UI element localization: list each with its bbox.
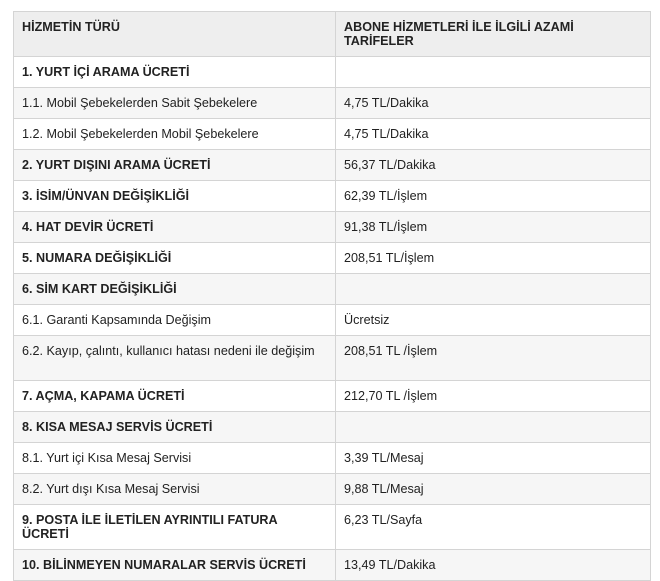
tariff-cell: 4,75 TL/Dakika	[336, 119, 651, 150]
table-row	[14, 505, 651, 550]
table-row	[14, 212, 651, 243]
table-row	[14, 274, 651, 305]
service-cell: 8. KISA MESAJ SERVİS ÜCRETİ	[14, 412, 336, 443]
table-row	[14, 181, 651, 212]
table-row	[14, 57, 651, 88]
tariff-cell	[336, 412, 651, 443]
tariff-cell: 3,39 TL/Mesaj	[336, 443, 651, 474]
table-header	[14, 12, 651, 57]
table-row	[14, 88, 651, 119]
tariff-cell: 208,51 TL /İşlem	[336, 336, 651, 381]
header-service-type: HİZMETİN TÜRÜ	[14, 12, 336, 57]
table-row	[14, 474, 651, 505]
service-cell: 1.1. Mobil Şebekelerden Sabit Şebekelere	[14, 88, 336, 119]
service-cell: 3. İSİM/ÜNVAN DEĞİŞİKLİĞİ	[14, 181, 336, 212]
tariff-cell: 62,39 TL/İşlem	[336, 181, 651, 212]
service-cell: 8.2. Yurt dışı Kısa Mesaj Servisi	[14, 474, 336, 505]
service-cell: 1. YURT İÇİ ARAMA ÜCRETİ	[14, 57, 336, 88]
service-cell: 7. AÇMA, KAPAMA ÜCRETİ	[14, 381, 336, 412]
table-row	[14, 150, 651, 181]
table-row	[14, 336, 651, 381]
service-cell: 10. BİLİNMEYEN NUMARALAR SERVİS ÜCRETİ	[14, 550, 336, 581]
tariff-cell: Ücretsiz	[336, 305, 651, 336]
service-cell: 5. NUMARA DEĞİŞİKLİĞİ	[14, 243, 336, 274]
service-cell: 4. HAT DEVİR ÜCRETİ	[14, 212, 336, 243]
service-cell: 1.2. Mobil Şebekelerden Mobil Şebekelere	[14, 119, 336, 150]
table-row	[14, 412, 651, 443]
table-row	[14, 305, 651, 336]
table-row	[14, 243, 651, 274]
tariff-cell	[336, 57, 651, 88]
tariff-table	[13, 11, 651, 581]
tariff-cell: 91,38 TL/İşlem	[336, 212, 651, 243]
tariff-cell: 208,51 TL/İşlem	[336, 243, 651, 274]
service-cell: 8.1. Yurt içi Kısa Mesaj Servisi	[14, 443, 336, 474]
table-row	[14, 443, 651, 474]
service-cell: 6.1. Garanti Kapsamında Değişim	[14, 305, 336, 336]
tariff-cell	[336, 274, 651, 305]
tariff-cell: 56,37 TL/Dakika	[336, 150, 651, 181]
tariff-cell: 212,70 TL /İşlem	[336, 381, 651, 412]
service-cell: 6. SİM KART DEĞİŞİKLİĞİ	[14, 274, 336, 305]
header-row	[14, 12, 651, 57]
service-cell: 9. POSTA İLE İLETİLEN AYRINTILI FATURA ÜCRETİ	[14, 505, 336, 550]
service-cell: 6.2. Kayıp, çalıntı, kullanıcı hatası nedeni ile değişim	[14, 336, 336, 381]
tariff-cell: 6,23 TL/Sayfa	[336, 505, 651, 550]
tariff-cell: 4,75 TL/Dakika	[336, 88, 651, 119]
tariff-cell: 9,88 TL/Mesaj	[336, 474, 651, 505]
table-row	[14, 119, 651, 150]
table-row	[14, 550, 651, 581]
table-body	[14, 57, 651, 581]
table-row	[14, 381, 651, 412]
service-cell: 2. YURT DIŞINI ARAMA ÜCRETİ	[14, 150, 336, 181]
tariff-cell: 13,49 TL/Dakika	[336, 550, 651, 581]
header-max-tariffs: ABONE HİZMETLERİ İLE İLGİLİ AZAMİ TARİFELER	[336, 12, 651, 57]
